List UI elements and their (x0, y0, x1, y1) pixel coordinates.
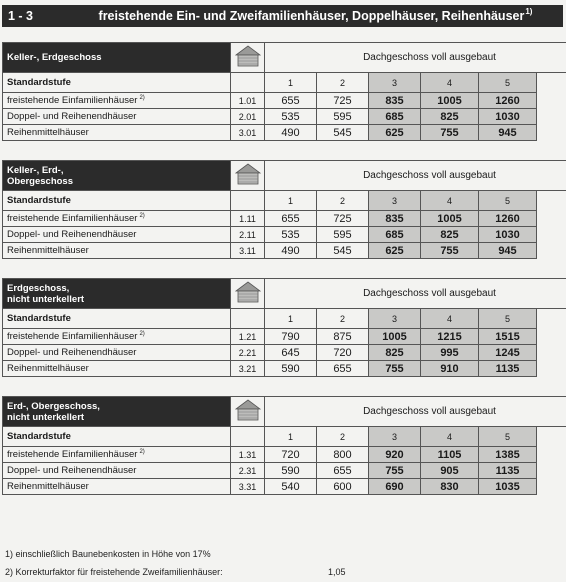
cost-value-level-1: 655 (265, 93, 317, 109)
cost-value-level-4: 830 (421, 479, 479, 495)
row-label-text: Doppel- und Reihenendhäuser (7, 111, 137, 122)
cost-value-level-3: 685 (369, 227, 421, 243)
row-label (3, 361, 231, 377)
cost-value-level-2: 595 (317, 109, 369, 125)
row-code: 2.01 (231, 109, 265, 125)
cost-value-level-2: 875 (317, 329, 369, 345)
table-row (3, 329, 566, 345)
row-label-text: Doppel- und Reihenendhäuser (7, 229, 137, 240)
row-label-text: Reihenmittelhäuser (7, 481, 89, 492)
footnote-2-value: 1,05 (328, 567, 346, 577)
cost-value-level-5: 1260 (479, 211, 537, 227)
house-icon (235, 45, 261, 67)
block-caption-line: nicht unterkellert (7, 293, 85, 305)
code-header-cell (231, 309, 265, 329)
row-code: 1.01 (231, 93, 265, 109)
house-icon-cell (231, 279, 265, 309)
house-icon (235, 399, 261, 421)
cost-value-level-5: 1245 (479, 345, 537, 361)
table-row (3, 447, 566, 463)
cost-value-level-5: 1030 (479, 227, 537, 243)
level-header-5: 5 (479, 427, 537, 447)
level-header-2: 2 (317, 309, 369, 329)
table-row (3, 463, 566, 479)
block-caption (3, 43, 231, 73)
cost-value-level-3: 835 (369, 211, 421, 227)
header-code: 1 - 3 (8, 9, 34, 23)
block-caption-line: Erd-, Obergeschoss, (7, 400, 100, 412)
row-label-text: freistehende Einfamilienhäuser (7, 213, 138, 224)
block-caption-line: nicht unterkellert (7, 411, 85, 423)
cost-value-level-3: 625 (369, 125, 421, 141)
cost-value-level-1: 535 (265, 109, 317, 125)
header-title-footnote: 1) (525, 7, 533, 16)
cost-value-level-5: 945 (479, 243, 537, 259)
cost-value-level-2: 545 (317, 243, 369, 259)
cost-value-level-1: 540 (265, 479, 317, 495)
level-header-5: 5 (479, 309, 537, 329)
cost-value-level-2: 725 (317, 211, 369, 227)
row-code: 1.11 (231, 211, 265, 227)
cost-value-level-2: 600 (317, 479, 369, 495)
cost-value-level-1: 590 (265, 463, 317, 479)
row-label (3, 211, 231, 227)
cost-table-3 (2, 278, 566, 377)
level-header-5: 5 (479, 191, 537, 211)
row-label-footnote: 2) (139, 95, 145, 101)
code-header-cell (231, 73, 265, 93)
cost-value-level-3: 690 (369, 479, 421, 495)
cost-value-level-1: 790 (265, 329, 317, 345)
cost-value-level-4: 755 (421, 125, 479, 141)
row-label (3, 93, 231, 109)
cost-value-level-2: 725 (317, 93, 369, 109)
dachgeschoss-header: Dachgeschoss voll ausgebaut (265, 279, 566, 309)
footnote-2-text: 2) Korrekturfaktor für freistehende Zweifamilienhäuser: (5, 567, 223, 577)
cost-table-1 (2, 42, 566, 141)
level-header-1: 1 (265, 191, 317, 211)
table-row (3, 479, 566, 495)
row-label (3, 329, 231, 345)
level-header-3: 3 (369, 309, 421, 329)
cost-value-level-5: 1135 (479, 463, 537, 479)
row-code: 3.31 (231, 479, 265, 495)
row-label-text: freistehende Einfamilienhäuser (7, 449, 138, 460)
table-row (3, 109, 566, 125)
row-label-text: Doppel- und Reihenendhäuser (7, 465, 137, 476)
cost-value-level-4: 1215 (421, 329, 479, 345)
level-header-1: 1 (265, 427, 317, 447)
cost-value-level-1: 535 (265, 227, 317, 243)
standardstufe-label: Standardstufe (3, 427, 231, 447)
block-caption-line: Keller-, Erd-, (7, 164, 64, 176)
cost-value-level-4: 905 (421, 463, 479, 479)
cost-value-level-5: 1260 (479, 93, 537, 109)
row-label (3, 345, 231, 361)
cost-value-level-2: 655 (317, 361, 369, 377)
cost-value-level-3: 825 (369, 345, 421, 361)
cost-value-level-5: 945 (479, 125, 537, 141)
row-label (3, 227, 231, 243)
row-label-footnote: 2) (139, 331, 145, 337)
header-title-text: freistehende Ein- und Zweifamilienhäuser, Doppelhäuser, Reihenhäuser (98, 9, 525, 23)
level-header-1: 1 (265, 309, 317, 329)
row-label (3, 109, 231, 125)
level-header-1: 1 (265, 73, 317, 93)
footnote-1 (5, 549, 211, 559)
cost-value-level-1: 720 (265, 447, 317, 463)
cost-table-4 (2, 396, 566, 495)
dachgeschoss-header: Dachgeschoss voll ausgebaut (265, 161, 566, 191)
cost-value-level-5: 1035 (479, 479, 537, 495)
page-header (2, 5, 563, 27)
cost-value-level-4: 1005 (421, 93, 479, 109)
block-caption-line: Obergeschoss (7, 175, 73, 187)
cost-value-level-3: 755 (369, 361, 421, 377)
level-header-4: 4 (421, 427, 479, 447)
row-code: 2.11 (231, 227, 265, 243)
table-row (3, 361, 566, 377)
row-label (3, 479, 231, 495)
block-caption (3, 161, 231, 191)
row-code: 2.31 (231, 463, 265, 479)
cost-value-level-1: 490 (265, 125, 317, 141)
dachgeschoss-header: Dachgeschoss voll ausgebaut (265, 397, 566, 427)
cost-value-level-4: 910 (421, 361, 479, 377)
row-label-text: Reihenmittelhäuser (7, 363, 89, 374)
cost-table-2 (2, 160, 566, 259)
cost-value-level-2: 720 (317, 345, 369, 361)
standardstufe-label: Standardstufe (3, 73, 231, 93)
header-title (68, 9, 563, 23)
row-label (3, 463, 231, 479)
row-code: 3.21 (231, 361, 265, 377)
row-label-text: Reihenmittelhäuser (7, 245, 89, 256)
cost-value-level-4: 825 (421, 227, 479, 243)
table-row (3, 93, 566, 109)
cost-value-level-2: 595 (317, 227, 369, 243)
level-header-3: 3 (369, 73, 421, 93)
row-label-text: Doppel- und Reihenendhäuser (7, 347, 137, 358)
level-header-5: 5 (479, 73, 537, 93)
row-code: 1.21 (231, 329, 265, 345)
cost-value-level-2: 655 (317, 463, 369, 479)
level-header-4: 4 (421, 73, 479, 93)
cost-value-level-1: 590 (265, 361, 317, 377)
row-label (3, 125, 231, 141)
table-row (3, 243, 566, 259)
cost-value-level-3: 1005 (369, 329, 421, 345)
block-caption-line: Keller-, Erdgeschoss (7, 52, 102, 63)
house-icon (235, 281, 261, 303)
cost-value-level-4: 995 (421, 345, 479, 361)
cost-value-level-1: 645 (265, 345, 317, 361)
level-header-2: 2 (317, 427, 369, 447)
row-label-footnote: 2) (139, 449, 145, 455)
table-row (3, 227, 566, 243)
block-caption (3, 279, 231, 309)
cost-value-level-1: 490 (265, 243, 317, 259)
table-row (3, 125, 566, 141)
level-header-4: 4 (421, 191, 479, 211)
row-label-text: freistehende Einfamilienhäuser (7, 95, 138, 106)
cost-value-level-3: 625 (369, 243, 421, 259)
cost-value-level-4: 825 (421, 109, 479, 125)
row-code: 1.31 (231, 447, 265, 463)
cost-value-level-5: 1385 (479, 447, 537, 463)
cost-value-level-5: 1135 (479, 361, 537, 377)
footnote-2 (5, 567, 346, 577)
code-header-cell (231, 191, 265, 211)
row-label-text: freistehende Einfamilienhäuser (7, 331, 138, 342)
cost-value-level-2: 800 (317, 447, 369, 463)
row-code: 3.01 (231, 125, 265, 141)
cost-value-level-5: 1515 (479, 329, 537, 345)
table-row (3, 211, 566, 227)
standardstufe-label: Standardstufe (3, 191, 231, 211)
house-icon-cell (231, 397, 265, 427)
row-label-footnote: 2) (139, 213, 145, 219)
cost-value-level-4: 1105 (421, 447, 479, 463)
footnote-1-text: 1) einschließlich Baunebenkosten in Höhe von 17% (5, 549, 211, 559)
level-header-4: 4 (421, 309, 479, 329)
level-header-2: 2 (317, 191, 369, 211)
house-icon-cell (231, 43, 265, 73)
level-header-3: 3 (369, 427, 421, 447)
cost-value-level-4: 1005 (421, 211, 479, 227)
dachgeschoss-header: Dachgeschoss voll ausgebaut (265, 43, 566, 73)
row-label (3, 447, 231, 463)
row-code: 3.11 (231, 243, 265, 259)
cost-value-level-3: 685 (369, 109, 421, 125)
level-header-2: 2 (317, 73, 369, 93)
row-label-text: Reihenmittelhäuser (7, 127, 89, 138)
cost-value-level-1: 655 (265, 211, 317, 227)
code-header-cell (231, 427, 265, 447)
block-caption (3, 397, 231, 427)
cost-value-level-3: 835 (369, 93, 421, 109)
cost-value-level-3: 755 (369, 463, 421, 479)
level-header-3: 3 (369, 191, 421, 211)
row-label (3, 243, 231, 259)
row-code: 2.21 (231, 345, 265, 361)
block-caption-line: Erdgeschoss, (7, 282, 70, 294)
house-icon (235, 163, 261, 185)
standardstufe-label: Standardstufe (3, 309, 231, 329)
cost-value-level-5: 1030 (479, 109, 537, 125)
cost-value-level-3: 920 (369, 447, 421, 463)
cost-value-level-4: 755 (421, 243, 479, 259)
cost-value-level-2: 545 (317, 125, 369, 141)
house-icon-cell (231, 161, 265, 191)
table-row (3, 345, 566, 361)
